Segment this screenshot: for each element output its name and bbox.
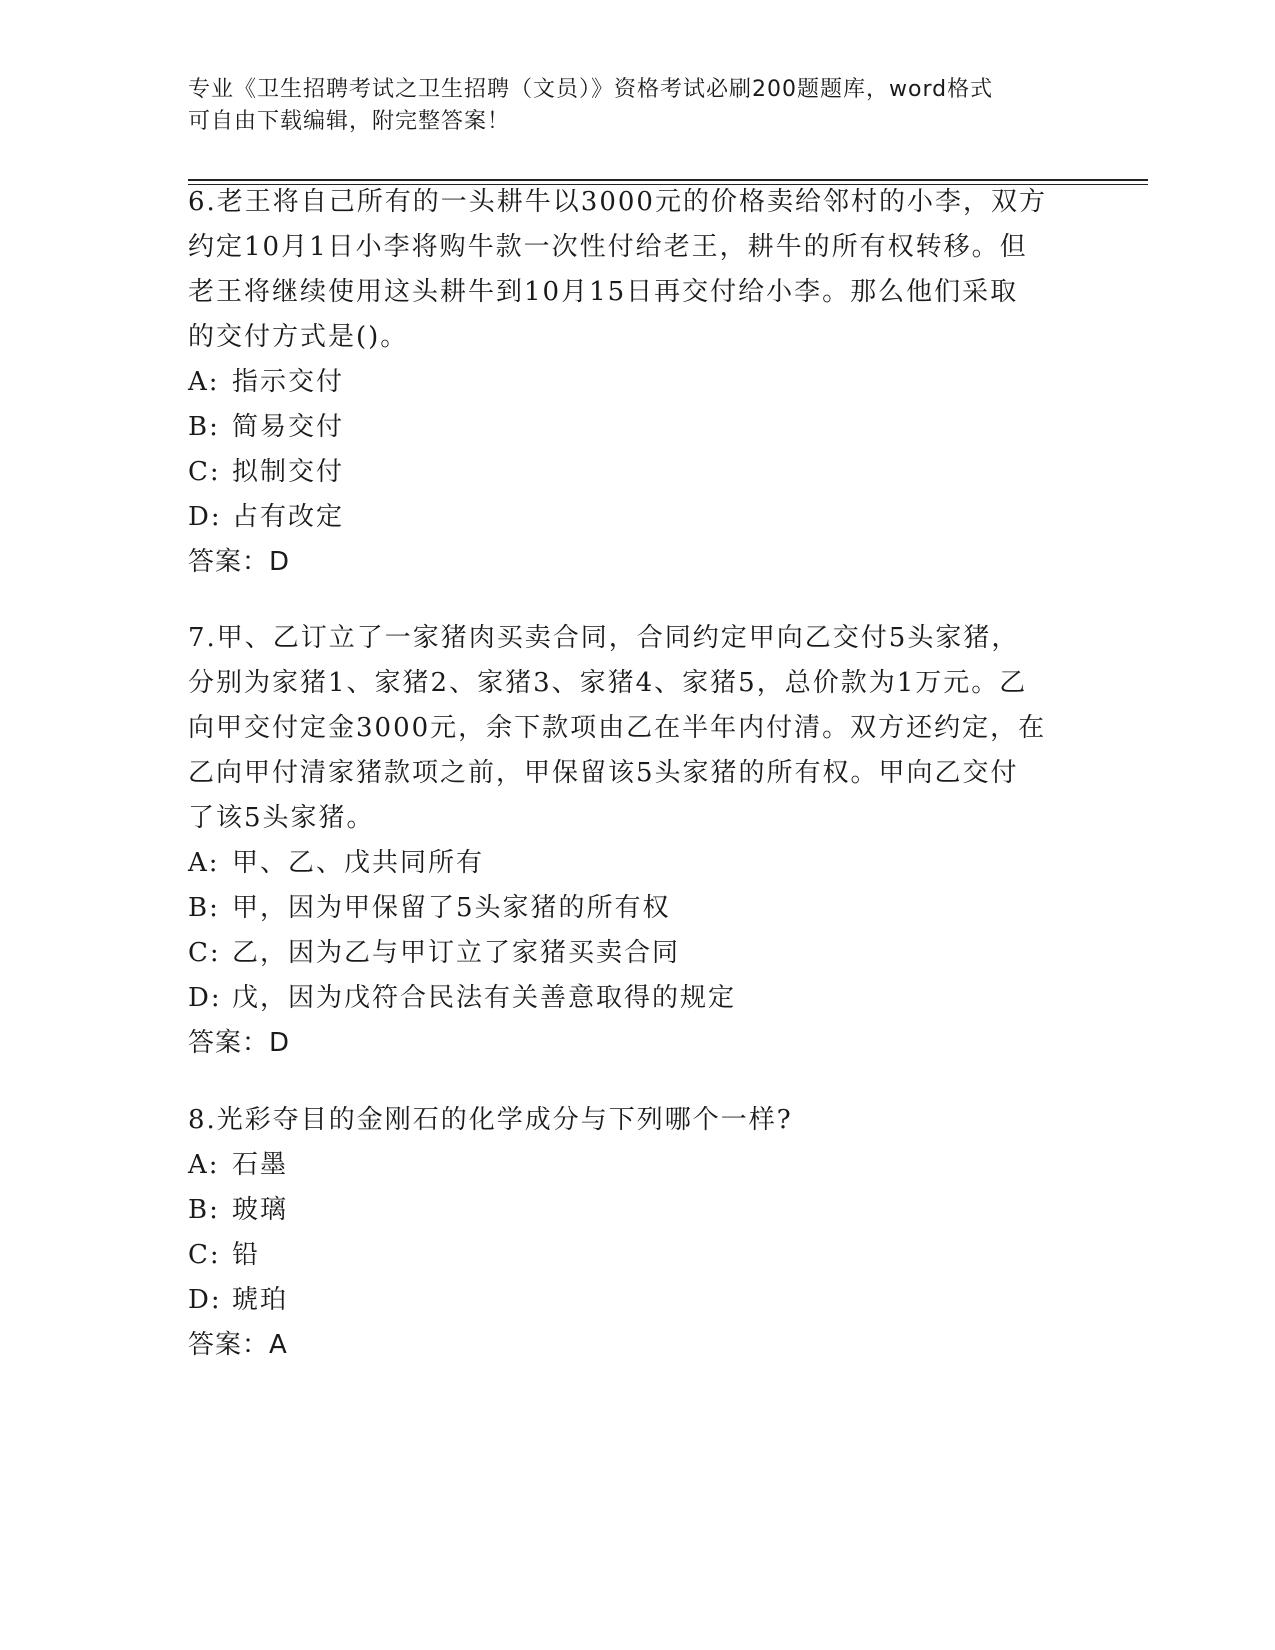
option-text: 甲、乙、戊共同所有	[232, 848, 485, 878]
option-label: A:	[188, 848, 220, 878]
option-label: D:	[188, 502, 222, 532]
question-7	[188, 616, 1088, 1066]
option-label: D:	[188, 983, 222, 1013]
option-text: 玻璃	[232, 1195, 289, 1225]
option-label: B:	[188, 893, 220, 923]
option-text: 石墨	[232, 1150, 289, 1180]
option-b	[188, 405, 1088, 450]
header-line-2: 可自由下载编辑，附完整答案！	[188, 109, 511, 134]
option-label: C:	[188, 1240, 221, 1270]
option-c	[188, 450, 1088, 495]
option-a	[188, 1143, 1088, 1188]
option-text: 占有改定	[232, 502, 345, 532]
option-b	[188, 886, 1088, 931]
option-label: B:	[188, 412, 220, 442]
option-d	[188, 495, 1088, 540]
option-text: 琥珀	[232, 1285, 289, 1315]
option-label: A:	[188, 367, 220, 397]
option-label: D:	[188, 1285, 222, 1315]
question-stem-line: 乙向甲付清家猪款项之前，甲保留该5头家猪的所有权。甲向乙交付	[188, 758, 1019, 788]
option-c	[188, 931, 1088, 976]
option-label: B:	[188, 1195, 220, 1225]
answer: 答案：D	[188, 1028, 291, 1058]
option-text: 甲，因为甲保留了5头家猪的所有权	[232, 893, 671, 923]
question-stem-line: 老王将继续使用这头耕牛到10月15日再交付给小李。那么他们采取	[188, 277, 1019, 307]
question-stem-line: 8.光彩夺目的金刚石的化学成分与下列哪个一样?	[188, 1105, 793, 1135]
option-b	[188, 1188, 1088, 1233]
question-6	[188, 180, 1088, 585]
option-label: C:	[188, 938, 221, 968]
question-stem-line: 约定10月1日小李将购牛款一次性付给老王，耕牛的所有权转移。但	[188, 232, 1028, 262]
option-a	[188, 841, 1088, 886]
question-8	[188, 1098, 1088, 1368]
option-text: 戊，因为戊符合民法有关善意取得的规定	[232, 983, 737, 1013]
option-text: 乙，因为乙与甲订立了家猪买卖合同	[232, 938, 681, 968]
question-stem-line: 6.老王将自己所有的一头耕牛以3000元的价格卖给邻村的小李，双方	[188, 187, 1047, 217]
option-a	[188, 360, 1088, 405]
header-line-1: 专业《卫生招聘考试之卫生招聘（文员）》资格考试必刷200题题库，word格式	[188, 77, 994, 102]
question-stem-line: 的交付方式是()。	[188, 322, 409, 352]
answer: 答案：D	[188, 547, 291, 577]
option-c	[188, 1233, 1088, 1278]
question-stem-line: 分别为家猪1、家猪2、家猪3、家猪4、家猪5，总价款为1万元。乙	[188, 668, 1028, 698]
option-text: 指示交付	[232, 367, 345, 397]
question-stem-line: 向甲交付定金3000元，余下款项由乙在半年内付清。双方还约定，在	[188, 713, 1047, 743]
option-label: A:	[188, 1150, 220, 1180]
question-stem-line: 7.甲、乙订立了一家猪肉买卖合同，合同约定甲向乙交付5头家猪，	[188, 623, 1020, 653]
option-text: 简易交付	[232, 412, 345, 442]
question-stem-line: 了该5头家猪。	[188, 803, 375, 833]
option-text: 铅	[232, 1240, 261, 1270]
answer: 答案：A	[188, 1330, 288, 1360]
document-header	[188, 74, 1068, 138]
option-label: C:	[188, 457, 221, 487]
option-d	[188, 976, 1088, 1021]
option-d	[188, 1278, 1088, 1323]
option-text: 拟制交付	[232, 457, 345, 487]
